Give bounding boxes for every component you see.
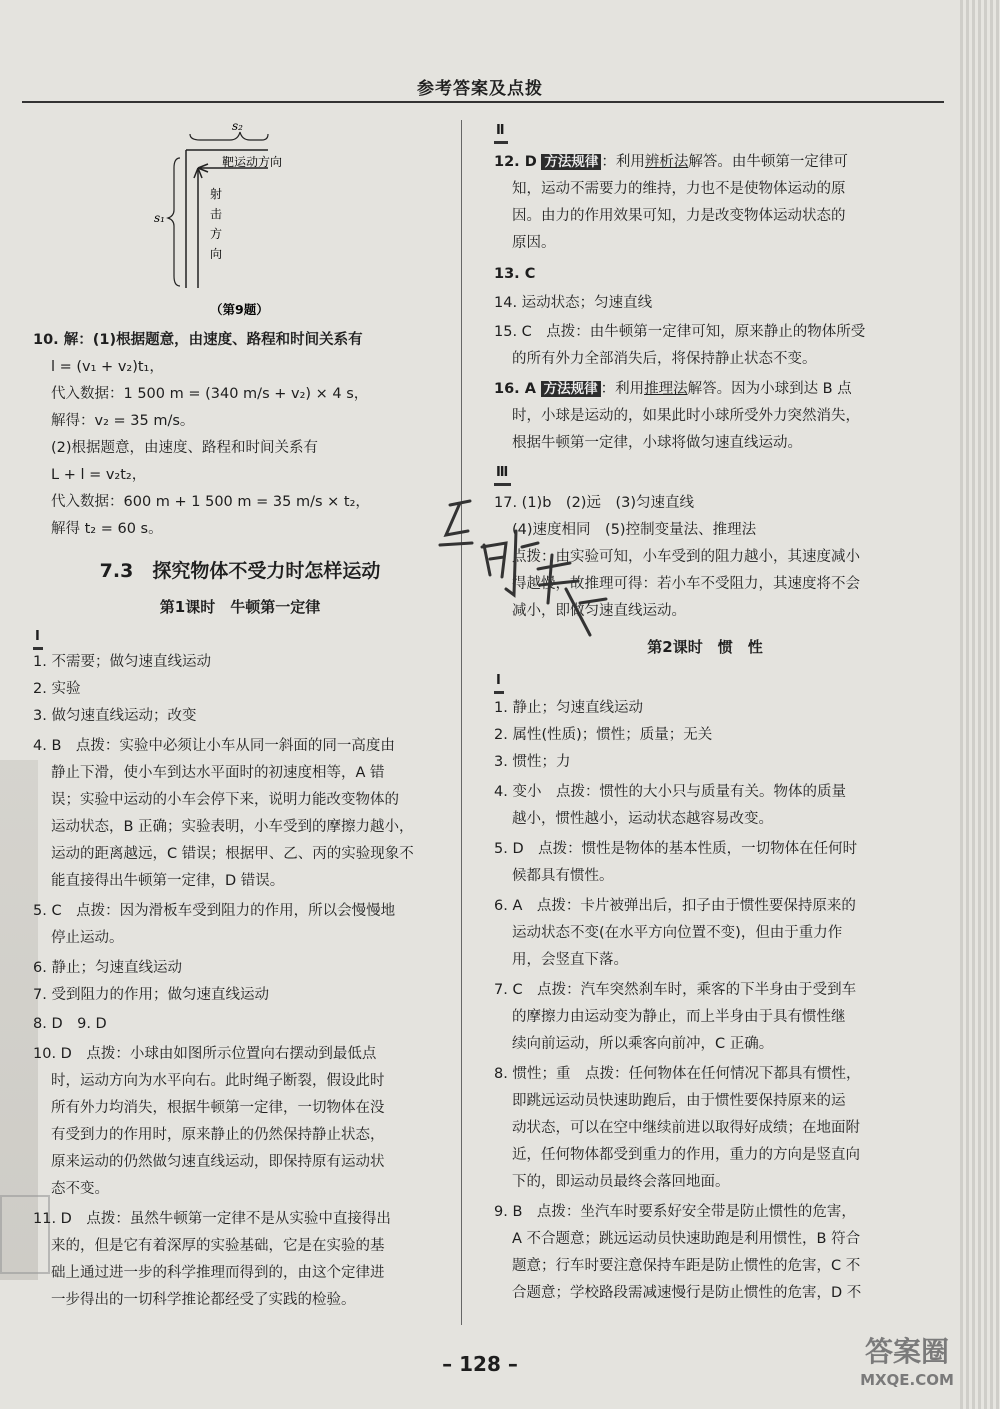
l2-line-5: 越小，惯性越小，运动状态越容易改变。 (512, 811, 773, 827)
lesson1-level-1-mark: Ⅰ (33, 626, 43, 650)
l1-line-21: 11. D 点拨：虽然牛顿第一定律不是从实验中直接得出 (33, 1211, 391, 1227)
l2-line-9: 运动状态不变(在水平方向位置不变)，但由于重力作 (512, 925, 843, 941)
l1-line-4: 4. B 点拨：实验中必须让小车从同一斜面的同一高度由 (33, 738, 395, 754)
q12-line-3: 因。由力的作用效果可知，力是改变物体运动状态的 (512, 208, 846, 224)
l2-line-1: 1. 静止；匀速直线运动 (494, 700, 643, 716)
l2-line-17: 近，任何物体都受到重力的作用，重力的方向是竖直向 (512, 1147, 860, 1163)
level-2-mark: Ⅱ (494, 120, 508, 144)
diagram-target-direction: 靶运动方向 (222, 155, 283, 169)
l2-line-15: 即跳远运动员快速助跑后，由于惯性要保持原来的运 (512, 1093, 846, 1109)
l2-line-13: 续向前运动，所以乘客向前冲，C 正确。 (512, 1036, 774, 1052)
page-header-title: 参考答案及点拨 (417, 79, 543, 99)
column-divider (461, 120, 462, 1325)
l1-line-12: 6. 静止；匀速直线运动 (33, 960, 182, 976)
l2-line-19: 9. B 点拨：坐汽车时要系好安全带是防止惯性的危害， (494, 1204, 856, 1220)
l2-line-12: 的摩擦力由运动变为静止，而上半身由于具有惯性继 (512, 1009, 846, 1025)
l2-line-18: 下的，即运动员最终会落回地面。 (512, 1174, 730, 1190)
watermark (832, 1335, 982, 1395)
l2-line-8: 6. A 点拨：卡片被弹出后，扣子由于惯性要保持原来的 (494, 898, 856, 914)
q12-line-1: 12. D 方法规律 ：利用辨析法解答。由牛顿第一定律可 (494, 154, 848, 170)
method-tag: 方法规律 (541, 381, 601, 397)
q10-line-4: 解得：v₂ = 35 m/s。 (51, 413, 195, 429)
l1-line-9: 能直接得出牛顿第一定律，D 错误。 (51, 873, 285, 889)
watermark-logo: 答案圈 (864, 1335, 949, 1368)
l1-line-18: 有受到力的作用时，原来静止的仍然保持静止状态， (51, 1127, 385, 1143)
l2-line-22: 合题意；学校路段需减速慢行是防止惯性的危害，D 不 (512, 1285, 862, 1301)
l1-line-16: 时，运动方向为水平向右。此时绳子断裂，假设此时 (51, 1073, 385, 1089)
q12-line-4: 原因。 (512, 235, 556, 251)
l1-line-23: 础上通过进一步的科学推理而得到的，由这个定律进 (51, 1265, 385, 1281)
l1-line-17: 所有外力均消失，根据牛顿第一定律，一切物体在没 (51, 1100, 385, 1116)
q12-line-2: 知，运动不需要力的维持，力也不是使物体运动的原 (512, 181, 846, 197)
l1-line-24: 一步得出的一切科学推论都经受了实践的检验。 (51, 1292, 356, 1308)
l1-line-1: 1. 不需要；做匀速直线运动 (33, 654, 211, 670)
section-title (30, 561, 450, 581)
l2-line-20: A 不合题意；跳远运动员快速助跑是利用惯性，B 符合 (512, 1231, 861, 1247)
method-tag: 方法规律 (541, 154, 601, 170)
l1-line-6: 误；实验中运动的小车会停下来，说明力能改变物体的 (51, 792, 399, 808)
diagram-s1-label: s₁ (154, 211, 165, 225)
l2-line-10: 用，会竖直下落。 (512, 952, 628, 968)
l2-line-14: 8. 惯性；重 点拨：任何物体在任何情况下都具有惯性， (494, 1066, 861, 1082)
l2-line-6: 5. D 点拨：惯性是物体的基本性质，一切物体在任何时 (494, 841, 858, 857)
header-rule (22, 101, 944, 103)
q10-line-6: L + l = v₂t₂， (51, 467, 147, 483)
q16-line-1: 16. A 方法规律 ：利用推理法解答。因为小球到达 B 点 (494, 381, 852, 397)
l1-line-8: 运动的距离越远，C 错误；根据甲、乙、丙的实验现象不 (51, 846, 414, 862)
q16-line-3: 根据牛顿第一定律，小球将做匀速直线运动。 (512, 435, 802, 451)
diagram-shoot-char-1: 射 (210, 187, 223, 201)
q10-line-5: (2)根据题意，由速度、路程和时间关系有 (51, 440, 319, 456)
diagram-caption: （第9题） (210, 302, 269, 317)
l1-line-2: 2. 实验 (33, 681, 81, 697)
q17-line-5: 减小，即做匀速直线运动。 (512, 603, 686, 619)
l1-line-15: 10. D 点拨：小球由如图所示位置向右摆动到最低点 (33, 1046, 377, 1062)
q10-line-7: 代入数据：600 m + 1 500 m = 35 m/s × t₂， (51, 494, 370, 510)
l2-line-2: 2. 属性(性质)；惯性；质量；无关 (494, 727, 713, 743)
motion-diagram (150, 110, 380, 320)
l2-line-4: 4. 变小 点拨：惯性的大小只与质量有关。物体的质量 (494, 784, 846, 800)
l1-line-11: 停止运动。 (51, 930, 124, 946)
q17-line-1: 17. (1)b (2)远 (3)匀速直线 (494, 495, 694, 511)
lesson2-title: 第2课时 惯 性 (647, 638, 763, 656)
q17-line-3: 点拨：由实验可知，小车受到的阻力越小，其速度减小 (512, 549, 860, 565)
l1-line-10: 5. C 点拨：因为滑板车受到阻力的作用，所以会慢慢地 (33, 903, 396, 919)
diagram-s2-label: s₂ (232, 119, 243, 133)
page-number: – 128 – (442, 1352, 518, 1376)
q15-line-1: 15. C 点拨：由牛顿第一定律可知，原来静止的物体所受 (494, 324, 866, 340)
l2-line-7: 候都具有惯性。 (512, 868, 614, 884)
l1-line-7: 运动状态，B 正确；实验表明，小车受到的摩擦力越小， (51, 819, 414, 835)
q16-line-2: 时，小球是运动的，如果此时小球所受外力突然消失， (512, 408, 860, 424)
l1-line-22: 来的，但是它有着深厚的实验基础，它是在实验的基 (51, 1238, 385, 1254)
l1-line-5: 静止下滑，使小车到达水平面时的初速度相等，A 错 (51, 765, 385, 781)
l1-line-20: 态不变。 (51, 1181, 109, 1197)
section-number: 7.3 (99, 560, 134, 582)
l2-line-11: 7. C 点拨：汽车突然刹车时，乘客的下半身由于受到车 (494, 982, 857, 998)
watermark-url: MXQE.COM (860, 1371, 954, 1389)
diagram-shoot-char-3: 方 (210, 227, 223, 241)
l1-line-19: 原来运动的仍然做匀速直线运动，即保持原有运动状 (51, 1154, 385, 1170)
q17-line-2: (4)速度相同 (5)控制变量法、推理法 (512, 522, 757, 538)
q13: 13. C (494, 266, 536, 282)
q10-line-1: 10. 解：(1)根据题意，由速度、路程和时间关系有 (33, 332, 363, 348)
l2-line-16: 动状态，可以在空中继续前进以取得好成绩；在地面附 (512, 1120, 860, 1136)
page-edge (960, 0, 1000, 1409)
diagram-shoot-char-4: 向 (210, 247, 223, 261)
q10-line-8: 解得 t₂ = 60 s。 (51, 521, 163, 537)
level-3-mark: Ⅲ (494, 462, 511, 486)
l2-line-3: 3. 惯性；力 (494, 754, 571, 770)
q14: 14. 运动状态；匀速直线 (494, 295, 653, 311)
diagram-shoot-char-2: 击 (210, 207, 223, 221)
q10-line-3: 代入数据：1 500 m = (340 m/s + v₂) × 4 s， (51, 386, 369, 402)
q10-line-2: l = (v₁ + v₂)t₁， (51, 359, 164, 375)
l1-line-3: 3. 做匀速直线运动；改变 (33, 708, 197, 724)
l1-line-14: 8. D 9. D (33, 1016, 107, 1032)
l2-line-21: 题意；行车时要注意保持车距是防止惯性的危害，C 不 (512, 1258, 861, 1274)
lesson2-level-1-mark: Ⅰ (494, 670, 504, 694)
q15-line-2: 的所有外力全部消失后，将保持静止状态不变。 (512, 351, 817, 367)
lesson1-title: 第1课时 牛顿第一定律 (159, 598, 321, 616)
section-name: 探究物体不受力时怎样运动 (152, 560, 381, 582)
l1-line-13: 7. 受到阻力的作用；做匀速直线运动 (33, 987, 269, 1003)
q17-line-4: 得越慢，故推理可得：若小车不受阻力，其速度将不会 (512, 576, 860, 592)
left-margin-stamp-box (0, 1195, 50, 1274)
handwriting-scribble (420, 485, 630, 645)
